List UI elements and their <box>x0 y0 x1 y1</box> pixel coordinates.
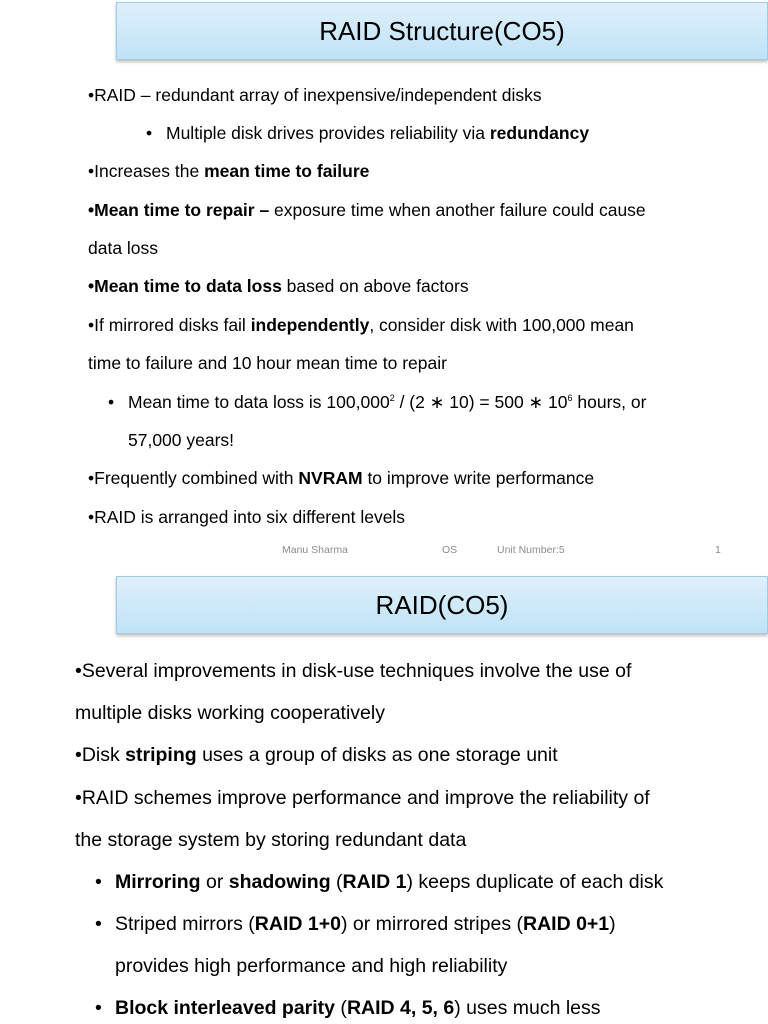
sub-bullet-redundancy: • Multiple disk drives provides reliability via redundancy <box>146 123 590 143</box>
bullet-mttr-continued: data loss <box>88 238 159 258</box>
bullet-mttr: •Mean time to repair – exposure time when another failure could cause <box>88 200 646 220</box>
bullet-mirrored-disks-continued: time to failure and 10 hour mean time to repair <box>88 353 447 373</box>
slide-title: RAID Structure(CO5) <box>319 15 565 46</box>
sub-bullet-block-parity: • Block interleaved parity (RAID 4, 5, 6) uses much less <box>95 997 601 1019</box>
bullet-raid-schemes: •RAID schemes improve performance and improve the reliability of <box>75 787 650 809</box>
bullet-raid-schemes-continued: the storage system by storing redundant data <box>75 829 467 851</box>
sub-bullet-striped-mirrors-continued: provides high performance and high reliability <box>115 955 508 977</box>
bullet-icon: • <box>95 997 102 1019</box>
bullet-mttdl: •Mean time to data loss based on above factors <box>88 276 469 296</box>
slide-title-bar <box>116 2 768 60</box>
sub-bullet-striped-mirrors: • Striped mirrors (RAID 1+0) or mirrored stripes (RAID 0+1) <box>95 913 616 935</box>
bullet-disk-techniques: •Several improvements in disk-use techniques involve the use of <box>75 660 632 682</box>
bullet-icon: • <box>146 123 153 143</box>
bullet-icon: • <box>108 392 115 412</box>
bullet-icon: • <box>95 913 102 935</box>
footer-subject: OS <box>442 544 458 556</box>
slide-title-bar <box>116 576 768 634</box>
slide-title: RAID(CO5) <box>375 589 509 620</box>
sub-bullet-mirroring: • Mirroring or shadowing (RAID 1) keeps duplicate of each disk <box>95 871 664 893</box>
sub-bullet-data-loss-calc: • Mean time to data loss is 100,000$^2$ / (2 ∗ 10) = 500 ∗ $10^6$ hours, or <box>108 392 647 412</box>
footer-author: Manu Sharma <box>282 544 348 556</box>
bullet-nvram: •Frequently combined with NVRAM to improve write performance <box>88 468 595 488</box>
footer-unit: Unit Number:5 <box>497 544 565 556</box>
slide-raid <box>0 566 768 1024</box>
footer-page-number: 1 <box>715 544 721 556</box>
bullet-mttf: •Increases the mean time to failure <box>88 161 370 181</box>
bullet-disk-techniques-continued: multiple disks working cooperatively <box>75 702 385 724</box>
sub-bullet-data-loss-continued: 57,000 years! <box>128 430 235 450</box>
bullet-icon: • <box>95 871 102 893</box>
bullet-mirrored-disks: •If mirrored disks fail independently, consider disk with 100,000 mean <box>88 315 634 335</box>
bullet-raid-definition: •RAID – redundant array of inexpensive/independent disks <box>88 85 542 105</box>
bullet-raid-levels: •RAID is arranged into six different levels <box>88 507 406 527</box>
bullet-disk-striping: •Disk striping uses a group of disks as one storage unit <box>75 744 558 766</box>
